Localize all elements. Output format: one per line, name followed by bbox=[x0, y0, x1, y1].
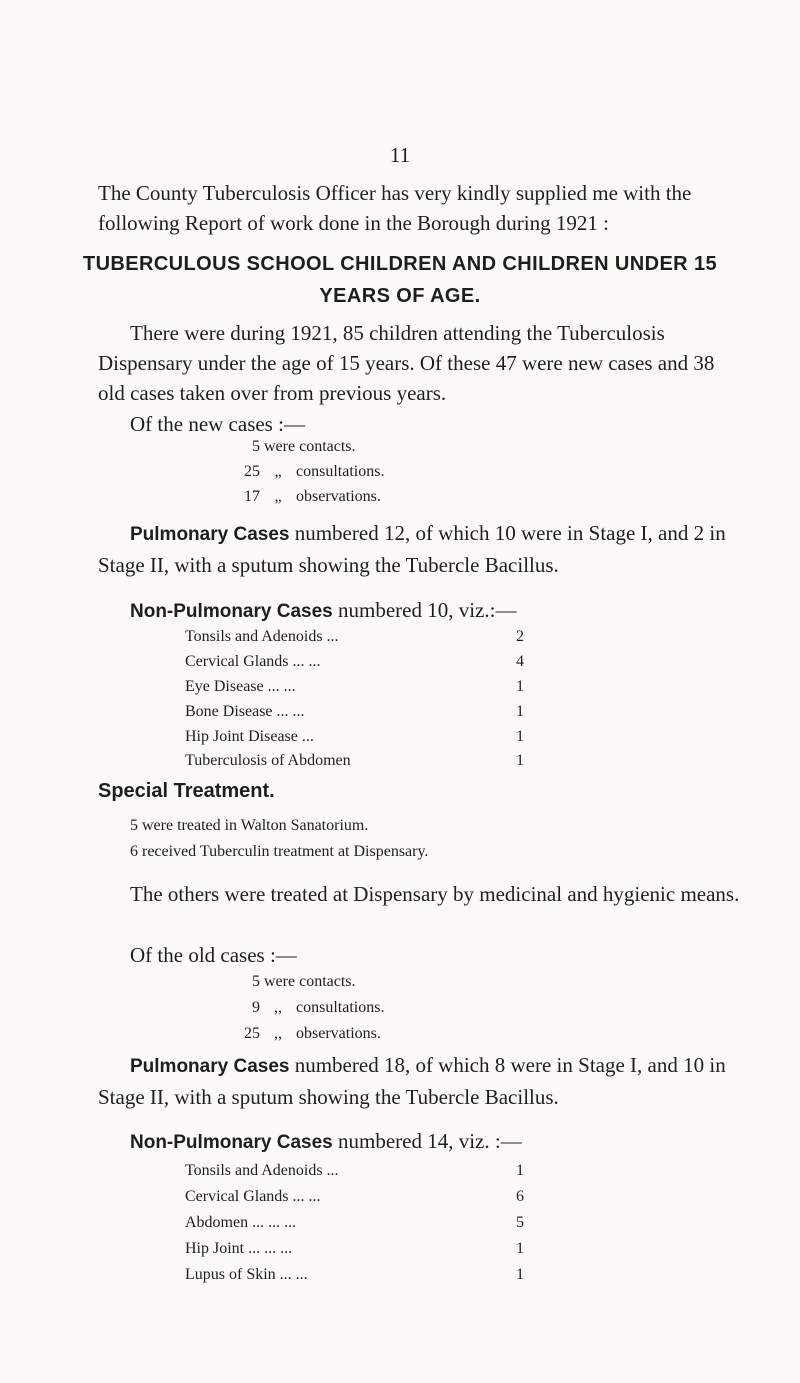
case-count: 1 bbox=[516, 752, 524, 769]
others-paragraph: The others were treated at Dispensary by medicinal and hygienic means. bbox=[130, 882, 740, 906]
case-count: 5 bbox=[516, 1214, 524, 1231]
pulmonary-label: Pulmonary Cases bbox=[130, 524, 290, 545]
case-count: 1 bbox=[516, 678, 524, 695]
non-pulmonary-label: Non-Pulmonary Cases bbox=[130, 601, 333, 622]
disease-name: Tonsils and Adenoids ... bbox=[185, 628, 339, 645]
disease-name: Hip Joint Disease ... bbox=[185, 728, 314, 745]
disease-name: Cervical Glands ... ... bbox=[185, 1188, 321, 1205]
case-count: 2 bbox=[516, 628, 524, 645]
section-heading: TUBERCULOUS SCHOOL CHILDREN AND CHILDREN UNDER 15 YEARS OF AGE. bbox=[82, 253, 718, 307]
old-pulmonary-paragraph: Pulmonary Cases numbered 18, of which 8 were in Stage I, and 10 in Stage II, with a sputum showing the Tubercle Bacillus. bbox=[98, 1053, 726, 1109]
list-item: 25 ,, observations. bbox=[244, 1025, 381, 1042]
disease-name: Tuberculosis of Abdomen bbox=[185, 752, 351, 769]
case-count: 1 bbox=[516, 728, 524, 745]
special-treatment-line: 6 received Tuberculin treatment at Dispensary. bbox=[130, 843, 429, 860]
special-treatment-heading: Special Treatment. bbox=[98, 780, 275, 802]
pulmonary-label: Pulmonary Cases bbox=[130, 1056, 290, 1077]
list-item: 25 „ consultations. bbox=[244, 463, 385, 480]
disease-name: Lupus of Skin ... ... bbox=[185, 1266, 308, 1283]
list-item: 17 „ observations. bbox=[244, 488, 381, 505]
list-item: 5 were contacts. bbox=[252, 438, 356, 455]
disease-name: Hip Joint ... ... ... bbox=[185, 1240, 293, 1257]
summary-paragraph: There were during 1921, 85 children attending the Tuberculosis Dispensary under the age of 15 years. Of these 47 were new cases and 38 old cases taken over from previous years. bbox=[98, 321, 715, 405]
disease-name: Cervical Glands ... ... bbox=[185, 653, 321, 670]
disease-name: Bone Disease ... ... bbox=[185, 703, 305, 720]
non-pulmonary-label: Non-Pulmonary Cases bbox=[130, 1132, 333, 1153]
list-item: 5 were contacts. bbox=[252, 973, 356, 990]
disease-name: Eye Disease ... ... bbox=[185, 678, 296, 695]
disease-name: Tonsils and Adenoids ... bbox=[185, 1162, 339, 1179]
case-count: 1 bbox=[516, 1240, 524, 1257]
old-diseases-table bbox=[185, 1162, 545, 1292]
case-count: 1 bbox=[516, 1266, 524, 1283]
case-count: 4 bbox=[516, 653, 524, 670]
special-treatment-line: 5 were treated in Walton Sanatorium. bbox=[130, 817, 369, 834]
list-item: 9 ,, consultations. bbox=[252, 999, 385, 1016]
intro-paragraph: The County Tuberculosis Officer has very kindly supplied me with the following Report of work done in the Borough during 1921 : bbox=[98, 181, 692, 235]
disease-name: Abdomen ... ... ... bbox=[185, 1214, 297, 1231]
case-count: 1 bbox=[516, 703, 524, 720]
old-non-pulmonary-lead: Non-Pulmonary Cases numbered 14, viz. :— bbox=[130, 1129, 522, 1153]
new-cases-lead: Of the new cases :— bbox=[130, 412, 305, 436]
new-non-pulmonary-lead: Non-Pulmonary Cases numbered 10, viz.:— bbox=[130, 598, 517, 622]
new-diseases-table bbox=[185, 628, 545, 778]
page-number: 11 bbox=[389, 143, 411, 167]
case-count: 1 bbox=[516, 1162, 524, 1179]
old-cases-lead: Of the old cases :— bbox=[130, 943, 297, 967]
new-pulmonary-paragraph: Pulmonary Cases numbered 12, of which 10 were in Stage I, and 2 in Stage II, with a sputum showing the Tubercle Bacillus. bbox=[98, 521, 726, 577]
case-count: 6 bbox=[516, 1188, 524, 1205]
